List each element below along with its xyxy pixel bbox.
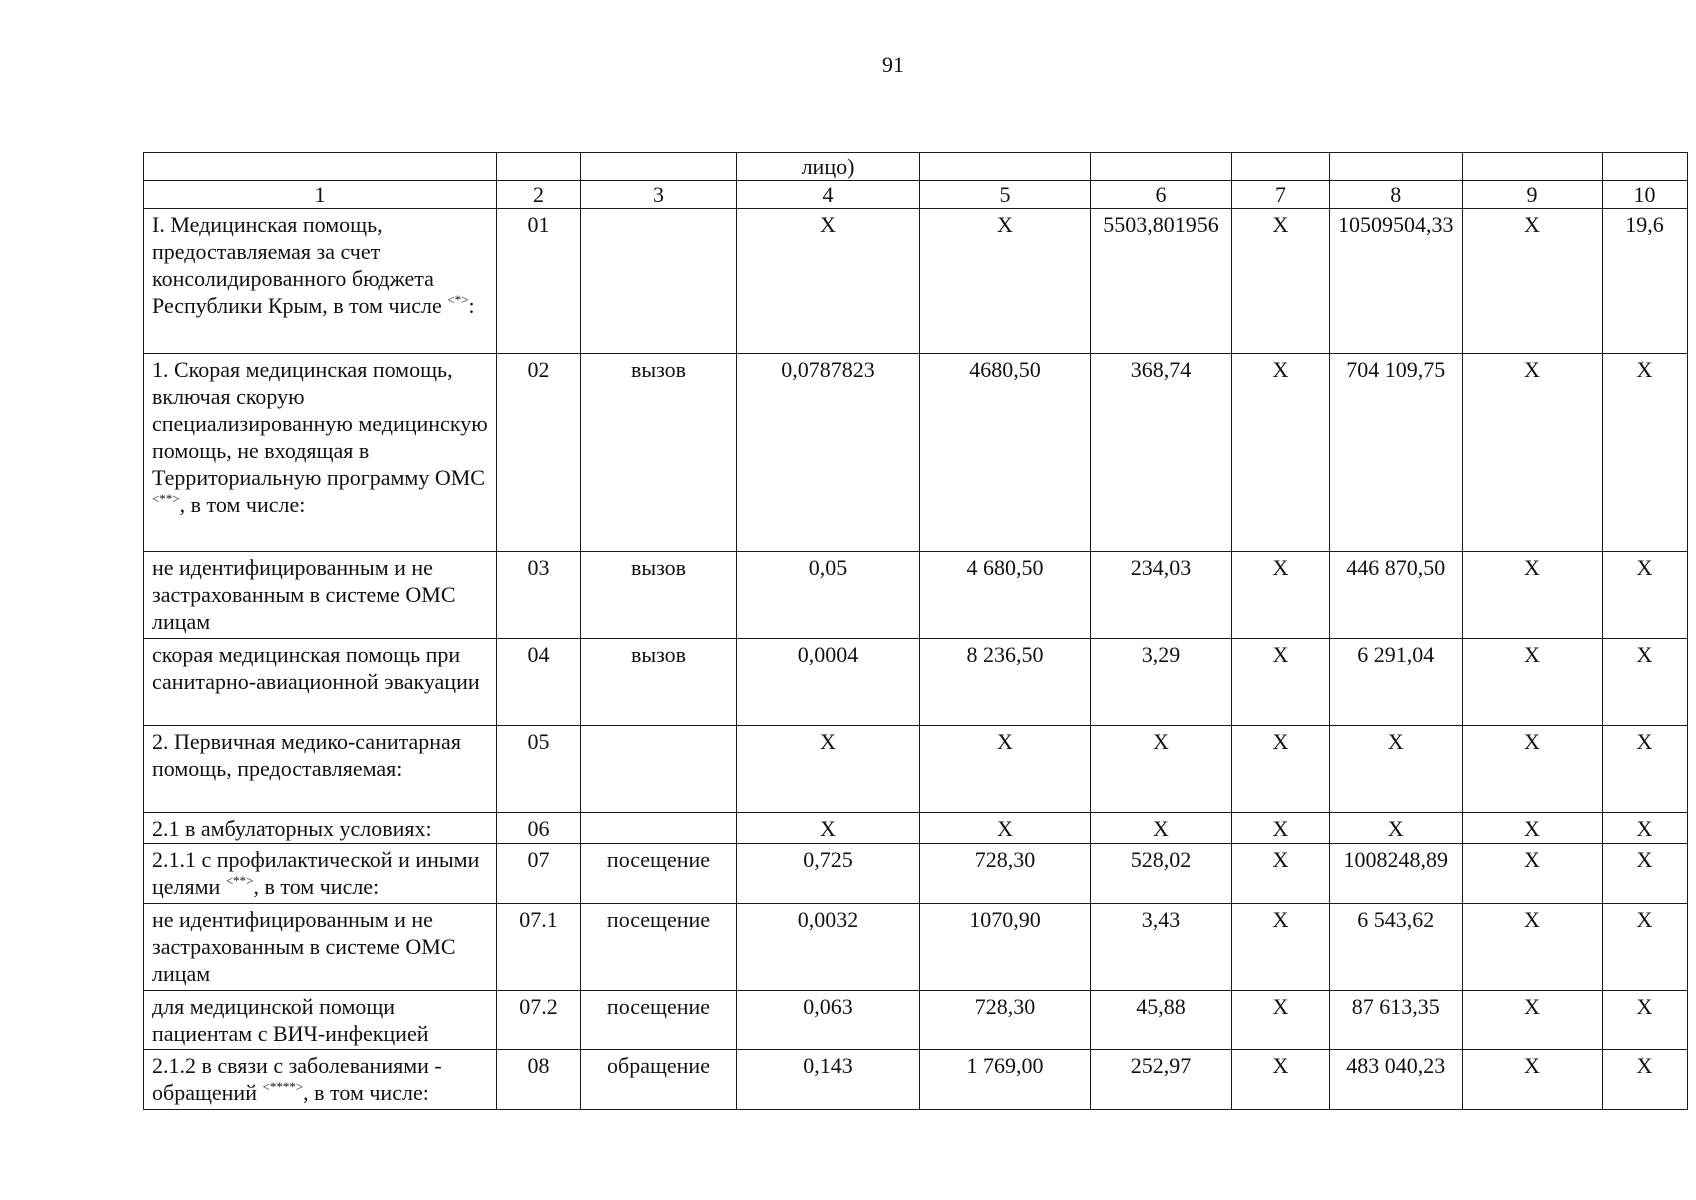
- table-cell: 04: [497, 639, 581, 726]
- table-cell: 8 236,50: [920, 639, 1091, 726]
- table-cell: 07.1: [497, 904, 581, 991]
- table-cell: 483 040,23: [1330, 1050, 1463, 1110]
- table-cell: 87 613,35: [1330, 991, 1463, 1050]
- table-cell: Х: [1602, 639, 1687, 726]
- table-cell: [581, 209, 737, 354]
- row-label: [144, 552, 497, 639]
- table-cell: Х: [1232, 813, 1330, 844]
- table-cell: обращение: [581, 1050, 737, 1110]
- row-label-text: для медицинской помощи пациентам с ВИЧ-инфекцией: [152, 994, 429, 1046]
- row-label-text: не идентифицированным и не застрахованным в системе ОМС лицам: [152, 555, 456, 634]
- table-cell: Х: [1462, 844, 1602, 904]
- row-label-suffix: , в том числе:: [253, 874, 380, 899]
- table-cell: Х: [1232, 552, 1330, 639]
- row-label: [144, 354, 497, 552]
- header-cell: [1091, 153, 1232, 181]
- table-cell: 45,88: [1091, 991, 1232, 1050]
- row-label: [144, 844, 497, 904]
- table-cell: 0,05: [737, 552, 920, 639]
- header-cell: [144, 153, 497, 181]
- header-cell: [1462, 153, 1602, 181]
- table-cell: 234,03: [1091, 552, 1232, 639]
- table-cell: Х: [1232, 991, 1330, 1050]
- column-number: 4: [737, 181, 920, 209]
- table-row: [144, 354, 1688, 552]
- table-cell: 1008248,89: [1330, 844, 1463, 904]
- row-label-text: 2.1 в амбулаторных условиях:: [152, 816, 432, 841]
- table-cell: вызов: [581, 354, 737, 552]
- footnote-marker: <****>: [262, 1079, 304, 1094]
- table-cell: 4680,50: [920, 354, 1091, 552]
- table-cell: Х: [1602, 1050, 1687, 1110]
- table-cell: Х: [1602, 354, 1687, 552]
- table-cell: Х: [737, 209, 920, 354]
- table-cell: Х: [1462, 354, 1602, 552]
- row-label-suffix: , в том числе:: [179, 492, 306, 517]
- table-cell: Х: [1602, 904, 1687, 991]
- row-label-text: I. Медицинская помощь, предоставляемая за счет консолидированного бюджета Республики Крым, в том числе: [152, 212, 442, 318]
- column-number: 2: [497, 181, 581, 209]
- table-cell: 0,0787823: [737, 354, 920, 552]
- column-number-row: [144, 181, 1688, 209]
- table-cell: 528,02: [1091, 844, 1232, 904]
- column-number: 1: [144, 181, 497, 209]
- table-cell: 0,0004: [737, 639, 920, 726]
- table-cell: Х: [1330, 813, 1463, 844]
- row-label-suffix: , в том числе:: [303, 1080, 429, 1105]
- table-cell: 252,97: [1091, 1050, 1232, 1110]
- financing-table: [143, 152, 1688, 1110]
- column-number: 10: [1602, 181, 1687, 209]
- table-cell: 0,0032: [737, 904, 920, 991]
- table-cell: Х: [1232, 209, 1330, 354]
- table-cell: 0,143: [737, 1050, 920, 1110]
- table-cell: Х: [1462, 991, 1602, 1050]
- footnote-marker: <**>: [225, 873, 254, 888]
- table-cell: Х: [1091, 726, 1232, 813]
- table-cell: Х: [1602, 844, 1687, 904]
- table-row: [144, 813, 1688, 844]
- table-cell: 01: [497, 209, 581, 354]
- table-cell: Х: [1232, 354, 1330, 552]
- table-cell: Х: [1330, 726, 1463, 813]
- header-cell: [497, 153, 581, 181]
- table-row: [144, 844, 1688, 904]
- table-cell: Х: [1232, 1050, 1330, 1110]
- table-cell: 1070,90: [920, 904, 1091, 991]
- table-cell: Х: [1602, 991, 1687, 1050]
- row-label-text: 2. Первичная медико-санитарная помощь, предоставляемая:: [152, 729, 461, 781]
- column-number: 6: [1091, 181, 1232, 209]
- table-cell: 3,29: [1091, 639, 1232, 726]
- table-cell: 3,43: [1091, 904, 1232, 991]
- table-cell: 07.2: [497, 991, 581, 1050]
- row-label-suffix: :: [468, 293, 475, 318]
- table-cell: 19,6: [1602, 209, 1687, 354]
- table-cell: Х: [1232, 726, 1330, 813]
- column-number: 5: [920, 181, 1091, 209]
- table-row: [144, 991, 1688, 1050]
- row-label: [144, 813, 497, 844]
- footnote-marker: <*>: [447, 292, 469, 307]
- table-cell: Х: [1602, 726, 1687, 813]
- table-cell: Х: [1232, 904, 1330, 991]
- footnote-marker: <**>: [152, 491, 180, 506]
- table-cell: вызов: [581, 639, 737, 726]
- row-label-text: 1. Скорая медицинская помощь, включая скорую специализированную медицинскую помощь, не входящая в Территориальную программу ОМС: [152, 357, 488, 490]
- column-number: 9: [1462, 181, 1602, 209]
- table-cell: Х: [1232, 639, 1330, 726]
- table-cell: Х: [1602, 552, 1687, 639]
- row-label-text: скорая медицинская помощь при санитарно-авиационной эвакуации: [152, 642, 480, 694]
- column-number: 7: [1232, 181, 1330, 209]
- row-label: [144, 1050, 497, 1110]
- row-label: [144, 209, 497, 354]
- table-cell: 06: [497, 813, 581, 844]
- table-cell: Х: [920, 726, 1091, 813]
- header-cell: [1602, 153, 1687, 181]
- table-cell: 02: [497, 354, 581, 552]
- row-label: [144, 639, 497, 726]
- table-cell: 0,063: [737, 991, 920, 1050]
- table-cell: 08: [497, 1050, 581, 1110]
- table-cell: 6 291,04: [1330, 639, 1463, 726]
- table-cell: [581, 726, 737, 813]
- column-number: 8: [1330, 181, 1463, 209]
- table-cell: 0,725: [737, 844, 920, 904]
- table-cell: 728,30: [920, 844, 1091, 904]
- table-row: [144, 1050, 1688, 1110]
- table-cell: Х: [1462, 813, 1602, 844]
- table-cell: 05: [497, 726, 581, 813]
- table-cell: посещение: [581, 991, 737, 1050]
- row-label-text: 2.1.2 в связи с заболеваниями - обращений: [152, 1053, 442, 1105]
- row-label-text: не идентифицированным и не застрахованным в системе ОМС лицам: [152, 907, 456, 986]
- table-cell: посещение: [581, 844, 737, 904]
- table-cell: 03: [497, 552, 581, 639]
- table-row: [144, 904, 1688, 991]
- table-cell: 446 870,50: [1330, 552, 1463, 639]
- table-cell: 704 109,75: [1330, 354, 1463, 552]
- table-cell: вызов: [581, 552, 737, 639]
- table-row: [144, 209, 1688, 354]
- header-cell: [1232, 153, 1330, 181]
- header-cell: [1330, 153, 1463, 181]
- row-label: [144, 991, 497, 1050]
- table-cell: Х: [1232, 844, 1330, 904]
- table-cell: Х: [1462, 552, 1602, 639]
- column-number: 3: [581, 181, 737, 209]
- table-cell: 1 769,00: [920, 1050, 1091, 1110]
- table-cell: посещение: [581, 904, 737, 991]
- table-cell: Х: [920, 209, 1091, 354]
- table-cell: Х: [1462, 1050, 1602, 1110]
- table-cell: 10509504,33: [1330, 209, 1463, 354]
- table-row: [144, 639, 1688, 726]
- table-cell: Х: [920, 813, 1091, 844]
- row-label: [144, 904, 497, 991]
- table-row: [144, 726, 1688, 813]
- table-cell: Х: [737, 813, 920, 844]
- table-cell: 728,30: [920, 991, 1091, 1050]
- table-cell: Х: [1091, 813, 1232, 844]
- table-cell: 07: [497, 844, 581, 904]
- row-label-text: 2.1.1 с профилактической и иными целями: [152, 847, 480, 899]
- table-cell: 6 543,62: [1330, 904, 1463, 991]
- header-cell: лицо): [737, 153, 920, 181]
- header-cell: [920, 153, 1091, 181]
- table-cell: Х: [1462, 639, 1602, 726]
- page-number: 91: [882, 52, 904, 77]
- table-cell: 368,74: [1091, 354, 1232, 552]
- table-cell: [581, 813, 737, 844]
- table-cell: Х: [1462, 726, 1602, 813]
- table-cell: 5503,801956: [1091, 209, 1232, 354]
- header-continuation-row: [144, 153, 1688, 181]
- table-cell: Х: [1462, 904, 1602, 991]
- row-label: [144, 726, 497, 813]
- table-row: [144, 552, 1688, 639]
- table-cell: Х: [737, 726, 920, 813]
- table-cell: 4 680,50: [920, 552, 1091, 639]
- table-cell: Х: [1602, 813, 1687, 844]
- header-cell: [581, 153, 737, 181]
- table-cell: Х: [1462, 209, 1602, 354]
